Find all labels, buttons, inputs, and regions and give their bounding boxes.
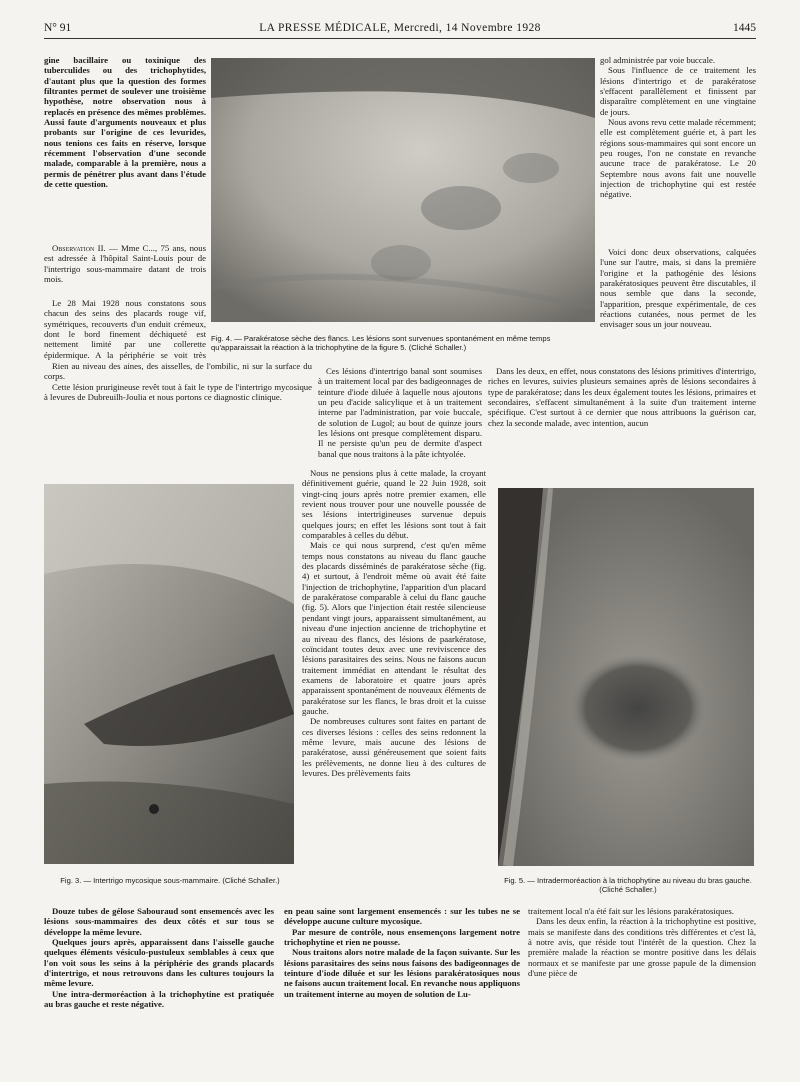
paragraph: Mais ce qui nous surprend, c'est qu'en même temps nous constatons au niveau du flanc gauche des placards disséminés de parakératose sèche (fig. 4) et surtout, à l'endroit même où avait été faite l'injection de trichophytine, l'apparition d'un placard de parakératose comparable à celui du flanc gauche (fig. 5). Alors que l'injection était restée silencieuse pendant vingt jours, apparaissent simultanément, au niveau d'une injection ancienne de trichophytine et au niveau des flancs, des lésions de paarkératose, coïncidant toutes deux avec une reviviscence des lésions parasitaires des seins. Nous ne faisons aucun traitement immédiat en attendant le résultat des examens de laboratoire et quatre jours après apparaissent spontanément de nouveaux éléments de parakératose sur les flancs, le bras droit et la cuisse gauche. <box>302 540 486 716</box>
figure-3-photo <box>44 484 294 864</box>
paragraph: Observation II. — Mme C..., 75 ans, nous est adressée à l'hôpital Saint-Louis pour de l'intertrigo sous-mammaire datant de trois mois. <box>44 243 206 285</box>
paragraph: Par mesure de contrôle, nous ensemençons largement notre trichophytine et rien ne pousse. <box>284 926 520 948</box>
col2-text-upper <box>318 366 482 459</box>
paragraph: Voici donc deux observations, calquées l'une sur l'autre, mais, si dans la première l'origine et la pathogénie des lésions parakératosiques peuvent être discutables, il nous semble que dans la seconde, l'apparition, presque expérimentale, de ces réactions cutanées, nous permet de les envisager sous un jour nouveau. <box>600 247 756 330</box>
col1-top-text <box>44 55 206 189</box>
col1-mid-narrow <box>44 298 206 361</box>
col2-text-lower <box>302 468 486 778</box>
paragraph: Nous avons revu cette malade récemment; elle est complètement guérie et, à part les régions sous-mammaires qui sont encore un peu rouges, l'on ne constate en revanche aucune trace de parakératose. Le 20 Septembre nous avons fait une nouvelle injection de trichophytine qui est restée négative. <box>600 117 756 200</box>
col3-mid-wide <box>488 366 756 428</box>
col3-mid-narrow <box>600 247 756 361</box>
paragraph: De nombreuses cultures sont faites en partant de ces diverses lésions : celles des seins redonnent la même levure, mais aucune des lésions de parakératose, aussi généreusement que soient faits les prélèvements, ne donne lieu à des cultures de levures. Des prélèvements faits <box>302 716 486 778</box>
issue-number: N° 91 <box>44 22 72 34</box>
figure-5-caption: Fig. 5. — Intradermoréaction à la trichophytine au niveau du bras gauche. (Cliché Schaller.) <box>504 876 752 895</box>
observation-label: Observation II. <box>52 243 106 253</box>
paragraph: Sous l'influence de ce traitement les lésions d'intertrigo et de parakératose s'effacent parallèlement et finissent par disparaître complètement en une vingtaine de jours. <box>600 65 756 117</box>
figure-3-caption: Fig. 3. — Intertrigo mycosique sous-mammaire. (Cliché Schaller.) <box>60 876 280 885</box>
bottom-col3-text <box>528 906 756 978</box>
page-header <box>44 22 756 36</box>
paragraph: Dans les deux, en effet, nous constatons des lésions primitives d'intertrigo, riches en levures, suivies plusieurs semaines après de lésions secondaires à type de parakératose; dans les deux également toutes les lésions, primaires et secondaires, s'effacent simultanément à la suite d'un traitement interne spécifique. C'est surtout à ce dernier que nous attribuons la guérison car, chez la seconde malade, avec intention, aucun <box>488 366 756 428</box>
paragraph: Nous ne pensions plus à cette malade, la croyant définitivement guérie, quand le 22 Juin 1928, soit vingt-cinq jours après notre premier examen, elle revient nous trouver pour une nouvelle poussée de ses lésions intertrigineuses survenue depuis quelques jours; en effet les lésions sont tout à fait comparables à celles du début. <box>302 468 486 541</box>
paragraph: gine bacillaire ou toxinique des tuberculides ou des trichophytides, d'autant plus que la question des formes filtrantes permet de soulever une troisième hypothèse, notre observation nous à replacés en présence des mêmes problèmes. Aussi faute d'arguments nouveaux et plus probants sur l'origine de ces levurides, nous tenions ces faits en réserve, lorsque récemment l'observation d'une seconde malade, comparable à la première, nous a permis de pénétrer plus avant dans l'étude de cette question. <box>44 55 206 190</box>
col3-top-text <box>600 55 756 200</box>
bottom-col1-text <box>44 906 274 1009</box>
paragraph: Le 28 Mai 1928 nous constatons sous chacun des seins des placards rouge vif, symétriques, recouverts d'un enduit crémeux, dont le bord finement déchiqueté est nettement limité par une collerette épidermique. A la périphérie se voit très <box>44 298 206 360</box>
paragraph: Ces lésions d'intertrigo banal sont soumises à un traitement local par des badigeonnages de teinture d'iode diluée à laquelle nous ajoutons un peu d'acide salicylique et à un traitement interne par l'administration, par voie buccale, de solution de Lugol; au bout de quinze jours les lésions ont presque complètement disparu. Il ne persiste qu'un peu de dermite d'aspect banal que nous traitons à la pâte ichtyolée. <box>318 366 482 459</box>
header-rule <box>44 38 756 39</box>
figure-5-photo <box>498 488 754 866</box>
paragraph: Une intra-dermoréaction à la trichophytine est pratiquée au bras gauche et reste négative. <box>44 988 274 1010</box>
page-number: 1445 <box>733 22 756 34</box>
paragraph: Rien au niveau des aines, des aisselles, de l'ombilic, ni sur la surface du corps. <box>44 361 312 382</box>
paragraph: Douze tubes de gélose Sabouraud sont ensemencés avec les lésions sous-mammaires des deux côtés et sur tous se développe la même levure. <box>44 906 274 937</box>
figure-4-caption: Fig. 4. — Parakératose sèche des flancs. Les lésions sont survenues spontanément en même temps qu'apparaissait la réaction à la trichophytine de la figure 5. (Cliché Schaller.) <box>211 334 551 353</box>
bottom-col2-text <box>284 906 520 999</box>
paragraph: en peau saine sont largement ensemencés : sur les tubes ne se développe aucune culture mycosique. <box>284 906 520 927</box>
paragraph: Quelques jours après, apparaissent dans l'aisselle gauche quelques éléments vésiculo-pustuleux semblables à ceux que l'on voit sous les seins à la périphérie des grands placards d'intertrigo, et nous retrouvons dans les cultures toujours la même levure. <box>44 937 274 989</box>
col1-mid-wide <box>44 361 312 402</box>
paragraph: gol administrée par voie buccale. <box>600 55 716 65</box>
journal-title: LA PRESSE MÉDICALE, Mercredi, 14 Novembre 1928 <box>259 22 541 34</box>
paragraph: traitement local n'a été fait sur les lésions parakératosiques. <box>528 906 734 916</box>
paragraph: Nous traitons alors notre malade de la façon suivante. Sur les lésions parasitaires des seins nous faisons des badigeonnages de teinture d'iode diluée et sur les lésions parakératosiques nous ne faisons aucun traitement local. En revanche nous appliquons un traitement interne au moyen de solution de Lu- <box>284 947 520 999</box>
observation-2 <box>44 243 206 284</box>
figure-4-photo <box>211 58 595 322</box>
paragraph: Dans les deux enfin, la réaction à la trichophytine est positive, mais se manifeste dans des conditions très différentes et c'est là, à notre avis, que réside tout l'intérêt de la question. Chez la première malade la réaction se montre positive dans les délais normaux et se manifeste par une grosse papule de la dimension d'une pièce de <box>528 916 756 979</box>
paragraph: Cette lésion prurigineuse revêt tout à fait le type de l'intertrigo mycosique à levures de Dubreuilh-Joulia et nous portons ce diagnostic clinique. <box>44 381 312 403</box>
